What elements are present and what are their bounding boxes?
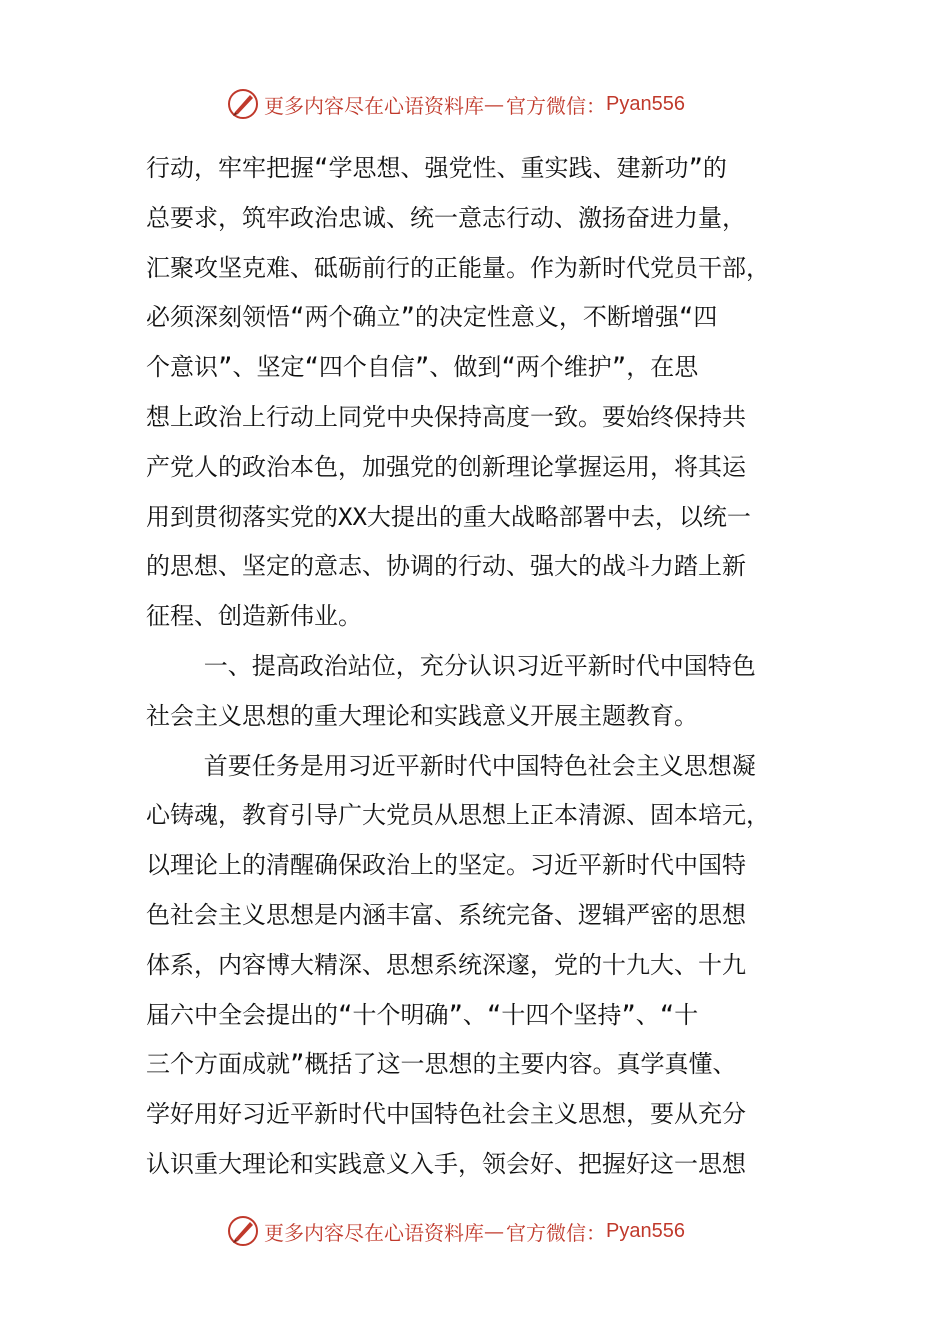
- header-separator: —: [484, 92, 504, 116]
- body-line: 用到贯彻落实党的XX大提出的重大战略部署中去，以统一: [146, 502, 751, 531]
- footer-separator: —: [484, 1219, 504, 1243]
- body-line: 首要任务是用习近平新时代中国特色社会主义思想凝: [146, 751, 756, 780]
- body-line: 产党人的政治本色，加强党的创新理论掌握运用，将其运: [146, 452, 746, 481]
- header-banner: [226, 84, 685, 124]
- document-body: [146, 144, 806, 1190]
- header-site-text: 更多内容尽在心语资料库: [264, 93, 484, 118]
- body-line: 汇聚攻坚克难、砥砺前行的正能量。作为新时代党员干部，: [146, 253, 770, 282]
- body-line: 届六中全会提出的“十个明确”、“十四个坚持”、“十: [146, 1000, 699, 1029]
- body-line: 认识重大理论和实践意义入手，领会好、把握好这一思想: [146, 1149, 746, 1178]
- body-line: 行动，牢牢把握“学思想、强党性、重实践、建新功”的: [146, 154, 727, 182]
- pen-logo-icon: [226, 1214, 260, 1248]
- body-line: 以理论上的清醒确保政治上的坚定。习近平新时代中国特: [146, 851, 746, 880]
- header-wechat-id: Pyan556: [606, 92, 685, 115]
- body-line: 一、提高政治站位，充分认识习近平新时代中国特色: [146, 651, 756, 680]
- header-wechat-label: 官方微信：: [506, 93, 606, 118]
- body-line: 个意识”、坚定“四个自信”、做到“两个维护”，在思: [146, 353, 699, 382]
- pen-logo-icon: [226, 87, 260, 121]
- body-line: 想上政治上行动上同党中央保持高度一致。要始终保持共: [146, 402, 746, 431]
- footer-wechat-id: Pyan556: [606, 1219, 685, 1242]
- body-line: 体系，内容博大精深、思想系统深邃，党的十九大、十九: [146, 950, 746, 979]
- body-line: 三个方面成就”概括了这一思想的主要内容。真学真懂、: [146, 1050, 737, 1079]
- body-line: 必须深刻领悟“两个确立”的决定性意义，不断增强“四: [146, 303, 718, 332]
- body-line: 社会主义思想的重大理论和实践意义开展主题教育。: [146, 701, 698, 730]
- body-line: 学好用好习近平新时代中国特色社会主义思想，要从充分: [146, 1100, 746, 1129]
- body-line: 色社会主义思想是内涵丰富、系统完备、逻辑严密的思想: [146, 900, 746, 929]
- footer-site-text: 更多内容尽在心语资料库: [264, 1220, 484, 1245]
- footer-wechat-label: 官方微信：: [506, 1220, 606, 1245]
- body-line: 征程、创造新伟业。: [146, 602, 362, 631]
- footer-banner: [226, 1211, 685, 1251]
- body-line: 的思想、坚定的意志、协调的行动、强大的战斗力踏上新: [146, 552, 746, 581]
- body-line: 总要求，筑牢政治忠诚、统一意志行动、激扬奋进力量，: [146, 203, 746, 232]
- body-line: 心铸魂，教育引导广大党员从思想上正本清源、固本培元，: [146, 801, 770, 830]
